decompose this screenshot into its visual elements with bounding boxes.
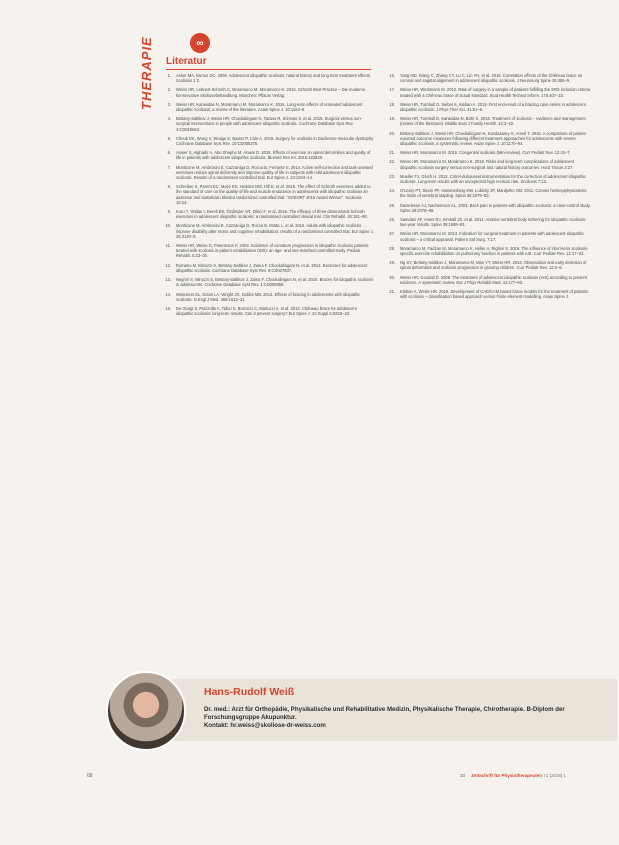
reference-item [384, 174, 592, 184]
reference-item [384, 87, 592, 97]
reference-item [160, 277, 374, 287]
footer-right [460, 773, 566, 778]
reference-text: Weiss HR, Karavidas N, Moramarco M, Moramarco K. 2016. Long-term effects of untreated adolescent idiopathic scoliosis: a review of the literature. Asian Spine J. 10:1163–9. [176, 101, 363, 113]
reference-number: 22. [389, 159, 395, 165]
reference-number: 21. [389, 150, 395, 156]
reference-item [160, 136, 374, 146]
reference-number: 29. [389, 260, 395, 266]
reference-item [384, 203, 592, 213]
reference-number: 11. [165, 243, 171, 249]
reference-item [384, 102, 592, 112]
reference-item [384, 131, 592, 147]
reference-number: 20. [389, 130, 395, 136]
reference-text: Kleban A, Weiss HR. 2019. Development of CAD/CAM based brace models for the treatment of patients with scoliosis – classification based approach versus Finite element modelling. Asian Spine J. [400, 289, 589, 300]
reference-item [160, 165, 374, 181]
reference-text: Mueller FJ, Gluch H. 2012. Cotrel-dubousset instrumentation for the correction of adolescent idiopathic scoliosis. Long-term results with an unexpected high revision rate. Scoliosis 7:13. [400, 173, 586, 185]
reference-text: Weiss HR, Lehnert-Schroth C, Moramarco M, Moramarco K. 2016. Schroth Best Practice – Die moderne konservative Skoliosebehandlung. München: Pflaum Verlag. [176, 87, 366, 98]
reference-number: 14. [165, 291, 171, 297]
reference-number: 15. [165, 305, 171, 311]
reference-item [160, 184, 374, 205]
reference-number: 16. [389, 73, 395, 78]
journal-name: Zeitschrift für Physiotherapeuten [471, 773, 543, 778]
reference-item [160, 150, 374, 160]
author-description: Dr. med.: Arzt für Orthopädie, Physikalische und Rehabilitative Medizin, Physikalische Therapie, Chirotherapie. B-Diplom der Forschungsgruppe Akupunktur. [204, 706, 565, 721]
reference-text: Bettany-Saltikov J, Weiss HR, Chockalingam N, Kandasamy G, Arnell T. 2016. A comparison of patient-reported outcome measures following different treatment approaches for adolescents with severe idiopathic scoliosis: a systematic review. Asian Spine J. 10:1170–94. [400, 130, 587, 147]
reference-text: Weiss HR, Turnbull D, Seibel S, Kleban A. 2019. First end-result of a bracing case series in adolescent idiopathic scoliosis. J Phys Ther Sci. 31:51–6. [400, 101, 586, 113]
reference-number: 1. [167, 73, 171, 78]
reference-text: De Giorgi S, Piazzolla A, Tafuri S, Borracci C, Martucci A, et al. 2013. Chêneau brace for adolescent idiopathic scoliosis: long-term results. Can it prevent surgery? Eur Spine J. 22 Suppl 6:S815–22. [176, 305, 357, 317]
reference-item [384, 275, 592, 285]
reference-text: Weiss HR, Turnbull D, Karavidas N, Bohr S. 2016. Treatment of scoliosis – evidence and management (review of the literature). Middle East J Family Health. 14:3–22. [400, 116, 586, 127]
reference-item [160, 209, 374, 219]
reference-number: 19. [389, 116, 395, 122]
reference-number: 31. [389, 289, 395, 295]
reference-item [384, 73, 592, 83]
reference-number: 24. [389, 188, 395, 194]
references-left-column [160, 73, 374, 320]
reference-number: 7. [167, 164, 171, 170]
author-contact: Kontakt: hr.weiss@skoliose-dr-weiss.com [204, 722, 326, 729]
reference-item [160, 292, 374, 302]
reference-text: Weiss HR, Moramarco M. 2013. Indication for surgical treatment in patients with adolescent idiopathic scoliosis – a critical appraisal. Patient Saf Surg. 7:17. [400, 231, 585, 242]
reference-text: Monticone M, Ambrosini E, Cazzaniga D, Rocca B, Ferrante S. 2014. Active self-correction and task-oriented exercises reduce spinal deformity and improve quality of life in subjects with mild adolescent idiopathic scoliosis. Results of a randomised controlled trial. Eur Spine J. 23:1204–14. [176, 164, 373, 181]
reference-item [384, 150, 592, 155]
title-rule [166, 69, 371, 70]
reference-text: Anwer S, Alghadir A, Abu Shaphe M, Anwar D. 2015. Effects of exercise on spinal deformities and quality of life in patients with adolescent idiopathic scoliosis. Biomed Res Int. 2015:123848. [176, 150, 371, 161]
reference-item [160, 87, 374, 97]
reference-text: Kuru T, Yeldan I, Dereli EE, Özdinçler AR, Dikici F, et al. 2016. The efficacy of three-dimensional Schroth exercises in adolescent idiopathic scoliosis: a randomised controlled clinical trial. Clin Rehabil. 30:181–90. [176, 209, 368, 220]
section-title: Literatur [166, 56, 207, 67]
reference-number: 5. [167, 135, 171, 141]
reference-item [160, 102, 374, 112]
reference-text: Weiss HR, Weiss G, Petermann F. 2003. Incidence of curvature progression in idiopathic scoliosis patients treated with scoliosis in-patient rehabilitation (SIR): an age- and sex-matched controlled study. Pediatr Rehabil. 6:23–30. [176, 243, 369, 259]
reference-number: 12. [165, 262, 171, 268]
page-number-right: 20 [460, 773, 466, 778]
reference-number: 10. [165, 223, 171, 229]
reference-text: Monticone M, Ambrosini E, Cazzaniga D, Rocca B, Motta L, et al. 2016. Adults with idiopathic scoliosis improve disability after motor and cognitive rehabilitation: results of a randomised controlled trial. Eur Spine J. 25:3120–9. [176, 223, 374, 239]
reference-text: Danielsson AJ, Nachemson AL. 2003. Back pain in patients with idiopathic scoliosis: a case-control study. Spine 28:2078–85. [400, 202, 591, 213]
reference-text: Schreiber S, Parent EC, Moez EK, Hedden DM, Hill D, et al. 2015. The effect of Schroth exercises added to the standard of care on the quality of life and muscle endurance in adolescents with idiopathic scoliosis an assessor and statistician blinded randomized controlled trial: "SOSORT 2015 Award Winner". Scoliosis 10:24. [176, 184, 371, 205]
reference-number: 30. [389, 274, 395, 280]
author-box [98, 669, 617, 754]
reference-number: 6. [167, 150, 171, 156]
reference-number: 4. [167, 116, 171, 122]
logo-icon: ∞ [190, 33, 210, 53]
reference-item [160, 223, 374, 239]
section-side-label: THERAPIE [139, 36, 154, 110]
reference-number: 23. [389, 173, 395, 179]
reference-item [384, 231, 592, 241]
reference-number: 2. [167, 87, 171, 93]
reference-text: Bettany-Saltikov J, Weiss HR, Chockalingam N, Taranu R, Srinivas S, et al. 2015. Surgical versus non-surgical interventions in people with adolescent idiopathic scoliosis. Cochrane Database Syst Rev. 4:CD010663. [176, 116, 362, 132]
reference-number: 28. [389, 245, 395, 251]
page-number-left: 68 [87, 773, 93, 779]
author-name: Hans-Rudolf Weiß [204, 686, 295, 698]
reference-item [384, 188, 592, 198]
reference-text: Romano M, Minozzi S, Bettany-Saltikov J, Zaina F, Chockalingam N, et al. 2012. Exercises for adolescent idiopathic scoliosis. Cochrane Database Syst Rev. 8:CD007837. [176, 262, 368, 273]
reference-text: Weiss HR, Moramarco M, Moramarco K. 2016. Risks and long-term complications of adolescent idiopathic scoliosis surgery versus non-surgical and natural history outcomes. Hard Tissue 2:27. [400, 159, 574, 170]
reference-number: 26. [389, 217, 395, 223]
reference-item [160, 73, 374, 83]
reference-number: 17. [389, 87, 395, 93]
reference-number: 27. [389, 231, 395, 237]
reference-number: 9. [167, 209, 171, 215]
reference-number: 8. [167, 184, 171, 190]
reference-item [384, 116, 592, 126]
reference-text: Weiss HR, Goodall D. 2008. The treatment of adolescent idiopathic scoliosis (AIS) according to present evidence. A systematic review. Eur J Phys Rehabil Med. 44:177–93. [400, 274, 587, 285]
reference-text: Negrini S, Minozzi S, Bettany-Saltikov J, Zaina F, Chockalingam N, et al. 2010. Braces for idiopathic scoliosis in adolescents. Cochrane Database Syst Rev. 1:CD006850. [176, 277, 374, 288]
reference-text: Moramarco M, Fadzan M, Moramarco K, Heller A, Righini S. 2016. The influence of short-term scoliosis-specific exercise rehabilitation on pulmonary function in patients with AIS. Curr Pediatr Rev. 12:17–23. [400, 245, 589, 257]
journal-issue: 71 [2019] 1 [543, 773, 566, 778]
reference-text: Cheuk DK, Wong V, Wraige E, Baxter P, Cole A. 2015. Surgery for scoliosis in Duchenne muscular dystrophy. Cochrane Database Syst Rev. 10:CD005375. [176, 135, 374, 147]
reference-number: 3. [167, 101, 171, 107]
reference-text: Samdani AF, Ames RJ, Kimball JS, et al. 2014. Anterior vertebral body tethering for idiopathic scoliosis: two-year results. Spine 39:1688–93. [400, 217, 587, 228]
reference-text: Asher MA, Burton DC. 2006. Adolescent idiopathic scoliosis: natural history and long term treatment effects. Scoliosis 1:2. [176, 73, 371, 84]
reference-item [160, 243, 374, 259]
reference-item [160, 306, 374, 316]
reference-item [384, 260, 592, 270]
references-right-column [384, 73, 592, 304]
reference-item [160, 116, 374, 132]
avatar [106, 671, 186, 751]
reference-item [384, 246, 592, 256]
reference-text: Weiss HR, Werkmann M. 2012. Rate of surgery in a sample of patients fulfilling the SRS inclusion criteria treated with a Chêneau brace of actual standard. Stud Health Technol Inform. 176:407–10. [400, 87, 591, 98]
reference-item [160, 263, 374, 273]
reference-text: Yang MD, Wang C, Zhang CY, Lu C, Lin YH, et al. 2016. Correlation effects of the Chêneau brace on coronal and sagittal alignment in adolescent idiopathic scoliosis. J Neurosurg Spine 25:455–9. [400, 73, 583, 84]
reference-text: O'Leary PT, Sturm PF, Hammerberg KW, Lubicky JP, Mardjetko SM. 2011. Convex hemiepiphysiodesis: the limits of vertebral stapling. Spine 36:1579–83. [400, 188, 588, 199]
reference-number: 18. [389, 101, 395, 107]
reference-text: Ng SY, Bettany-Saltikov J, Moramarco M, Man YT, Weiss HR. 2016. Observation and early detection of spinal deformities and scoliosis progression in growing children. Curr Pediatr Rev. 12:2–6. [400, 260, 587, 271]
reference-text: Weinstein SL, Dolan LA, Wright JG, Dobbs MB. 2013. Effects of bracing in adolescents with idiopathic scoliosis. N Engl J Med. 369:1512–21. [176, 291, 361, 302]
reference-number: 13. [165, 277, 171, 283]
reference-item [384, 289, 592, 299]
reference-text: Weiss HR, Moramarco M. 2016. Congenital scoliosis (Mini-review). Curr Pediatr Rev. 12:43–7. [400, 150, 571, 156]
reference-item [384, 159, 592, 169]
reference-item [384, 217, 592, 227]
reference-number: 25. [389, 202, 395, 208]
